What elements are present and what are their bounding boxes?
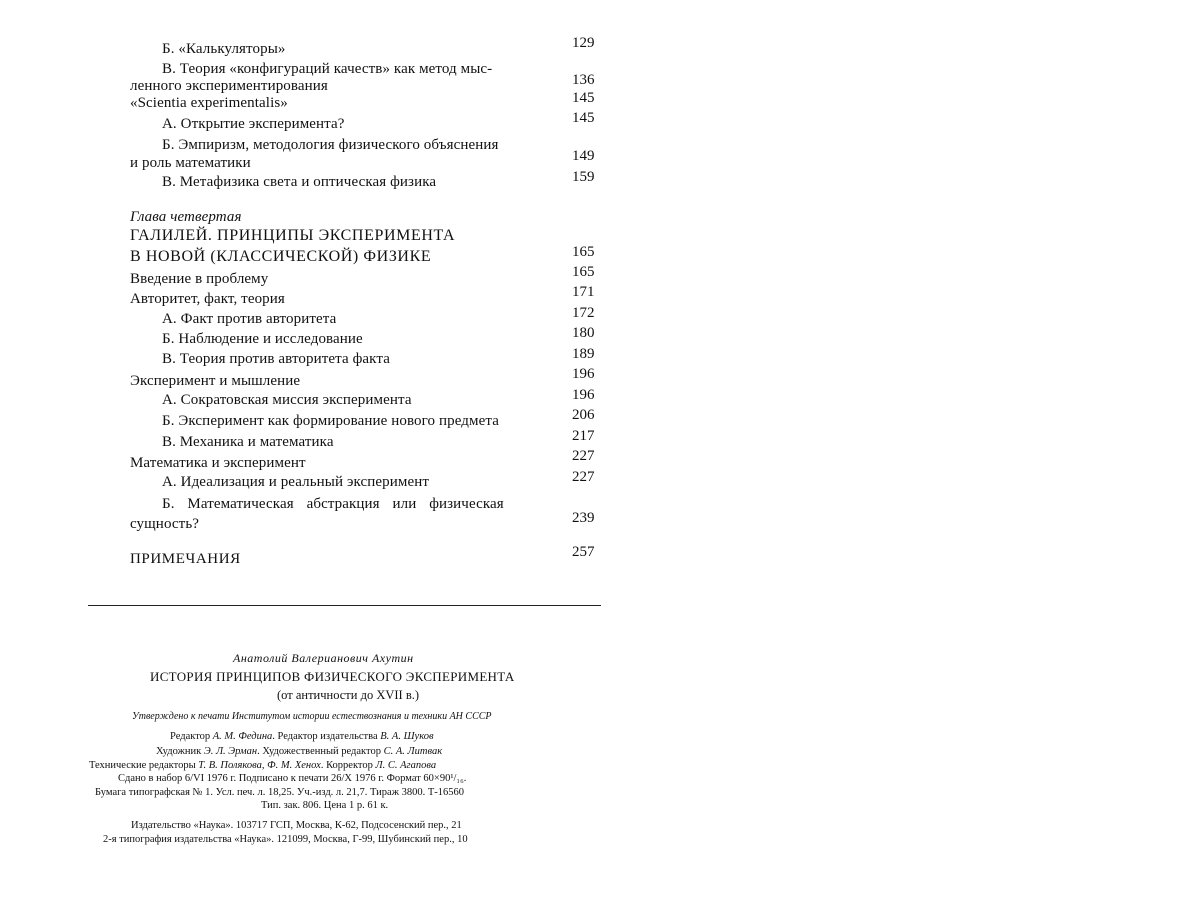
toc-entry: Б. Эксперимент как формирование нового предмета [162,413,499,429]
notes-heading: ПРИМЕЧАНИЯ [130,551,241,567]
imprint-approved: Утверждено к печати Институтом истории естествознания и техники АН СССР [132,711,492,722]
toc-entry: В. Теория «конфигураций качеств» как метод мыс- [162,61,493,77]
toc-entry: А. Идеализация и реальный эксперимент [162,474,429,490]
chapter-title: В НОВОЙ (КЛАССИЧЕСКОЙ) ФИЗИКЕ [130,248,432,265]
toc-entry: В. Механика и математика [162,434,334,450]
toc-page-number: 165 [572,244,595,260]
toc-page-number: 149 [572,148,595,164]
chapter-label: Глава четвертая [130,209,242,225]
imprint-line: Сдано в набор 6/VI 1976 г. Подписано к печати 26/X 1976 г. Формат 60×90¹/₁₆. [118,773,467,784]
toc-page-number: 196 [572,387,595,403]
toc-entry: и роль математики [130,155,251,171]
toc-page-number: 145 [572,110,595,126]
toc-page-number: 257 [572,544,595,560]
imprint-author: Анатолий Валерианович Ахутин [233,651,414,665]
imprint-line: Редактор А. М. Федина. Редактор издательства В. А. Шуков [170,731,434,742]
imprint-line: Бумага типографская № 1. Усл. печ. л. 18,25. Уч.-изд. л. 21,7. Тираж 3800. Т-16560 [95,787,464,798]
imprint-line: Художник Э. Л. Эрман. Художественный редактор С. А. Литвак [156,746,443,757]
toc-page-number: 159 [572,169,595,185]
toc-entry: В. Метафизика света и оптическая физика [162,174,437,190]
toc-page-number: 196 [572,366,595,382]
toc-page-number: 129 [572,35,595,51]
toc-page-number: 172 [572,305,595,321]
imprint-line: 2-я типография издательства «Наука». 121099, Москва, Г-99, Шубинский пер., 10 [103,834,468,845]
toc-page-number: 189 [572,346,595,362]
toc-entry: А. Открытие эксперимента? [162,116,345,132]
toc-entry: А. Факт против авторитета [162,311,337,327]
toc-entry: сущность? [130,516,200,532]
toc-entry: Б. «Калькуляторы» [162,41,286,57]
toc-entry: В. Теория против авторитета факта [162,351,390,367]
toc-page-number: 145 [572,90,595,106]
toc-entry: Эксперимент и мышление [130,373,301,389]
imprint-title: ИСТОРИЯ ПРИНЦИПОВ ФИЗИЧЕСКОГО ЭКСПЕРИМЕНТА [150,669,515,684]
divider-rule [88,605,601,606]
toc-entry: Б. Эмпиризм, методология физического объяснения [162,137,499,153]
chapter-title: ГАЛИЛЕЙ. ПРИНЦИПЫ ЭКСПЕРИМЕНТА [130,227,456,244]
toc-entry: Введение в проблему [130,271,269,287]
toc-entry: Авторитет, факт, теория [130,291,285,307]
imprint-subtitle: (от античности до XVII в.) [277,688,420,702]
imprint-line: Тип. зак. 806. Цена 1 р. 61 к. [261,800,389,811]
toc-entry: Б. Наблюдение и исследование [162,331,363,347]
toc-entry: «Scientia experimentalis» [130,95,288,111]
toc-page-number: 136 [572,72,595,88]
imprint-line: Технические редакторы Т. В. Полякова, Ф. М. Хенох. Корректор Л. С. Агапова [89,760,437,771]
toc-page-number: 165 [572,264,595,280]
toc-entry: Б. Математическая абстракция или физическая [162,496,504,512]
toc-page-number: 227 [572,448,595,464]
toc-entry: А. Сократовская миссия эксперимента [162,392,412,408]
toc-page-number: 180 [572,325,595,341]
toc-page-number: 239 [572,510,595,526]
toc-page-number: 217 [572,428,595,444]
toc-page-number: 206 [572,407,595,423]
toc-page-number: 171 [572,284,595,300]
toc-entry: Математика и эксперимент [130,455,306,471]
imprint-line: Издательство «Наука». 103717 ГСП, Москва, К-62, Подсосенский пер., 21 [131,820,462,831]
toc-page-number: 227 [572,469,595,485]
toc-entry: ленного экспериментирования [130,78,328,94]
